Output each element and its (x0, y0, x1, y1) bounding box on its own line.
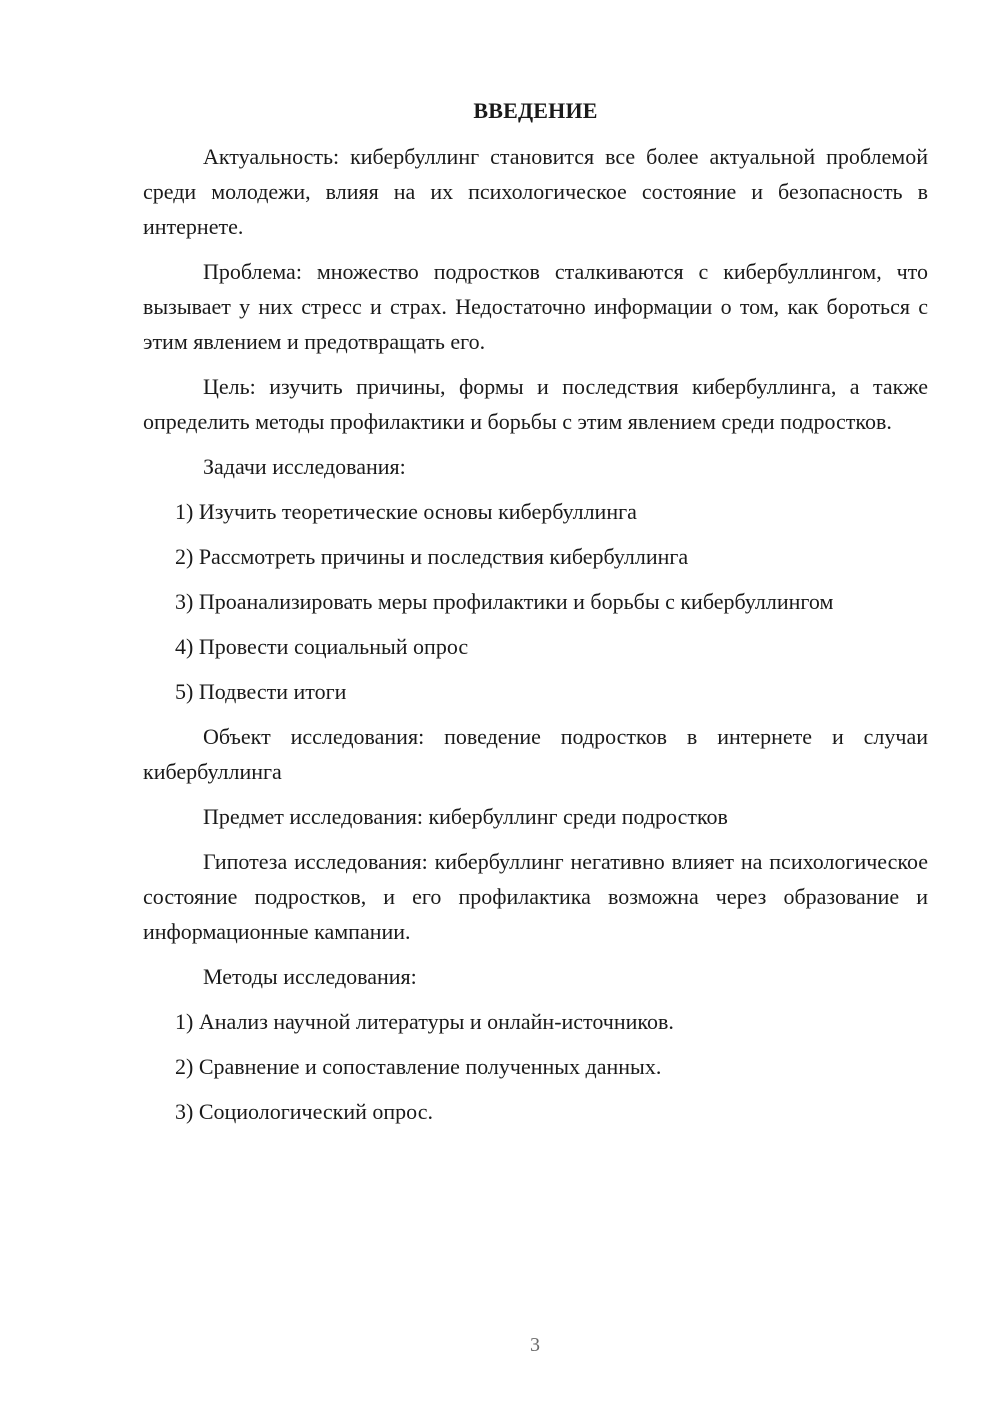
task-item: 2) Рассмотреть причины и последствия кибербуллинга (175, 544, 689, 569)
problem-paragraph: Проблема: множество подростков сталкиваются с кибербуллингом, что вызывает у них стресс и страх. Недостаточно информации о том, как бороться с этим явлением и предотвращать его. (143, 259, 928, 354)
tasks-heading: Задачи исследования: (203, 454, 406, 479)
method-item: 1) Анализ научной литературы и онлайн-источников. (175, 1009, 674, 1034)
subject-paragraph: Предмет исследования: кибербуллинг среди подростков (203, 804, 728, 829)
relevance-paragraph: Актуальность: кибербуллинг становится все более актуальной проблемой среди молодежи, влияя на их психологическое состояние и безопасность в интернете. (143, 144, 928, 239)
method-item: 3) Социологический опрос. (175, 1099, 433, 1124)
hypothesis-paragraph: Гипотеза исследования: кибербуллинг негативно влияет на психологическое состояние подростков, и его профилактика возможна через образование и информационные кампании. (143, 849, 928, 944)
page-content (143, 95, 928, 1139)
methods-list (143, 1004, 928, 1129)
method-item: 2) Сравнение и сопоставление полученных данных. (175, 1054, 662, 1079)
page-title: ВВЕДЕНИЕ (473, 98, 598, 123)
task-item: 4) Провести социальный опрос (175, 634, 469, 659)
object-paragraph: Объект исследования: поведение подростков в интернете и случаи кибербуллинга (143, 724, 928, 784)
page-number: 3 (530, 1334, 540, 1356)
task-item: 1) Изучить теоретические основы кибербуллинга (175, 499, 637, 524)
task-item: 3) Проанализировать меры профилактики и борьбы с кибербуллингом (175, 589, 834, 614)
methods-heading: Методы исследования: (203, 964, 417, 989)
task-item: 5) Подвести итоги (175, 679, 347, 704)
tasks-list (143, 494, 928, 709)
goal-paragraph: Цель: изучить причины, формы и последствия кибербуллинга, а также определить методы профилактики и борьбы с этим явлением среди подростков. (143, 374, 928, 434)
